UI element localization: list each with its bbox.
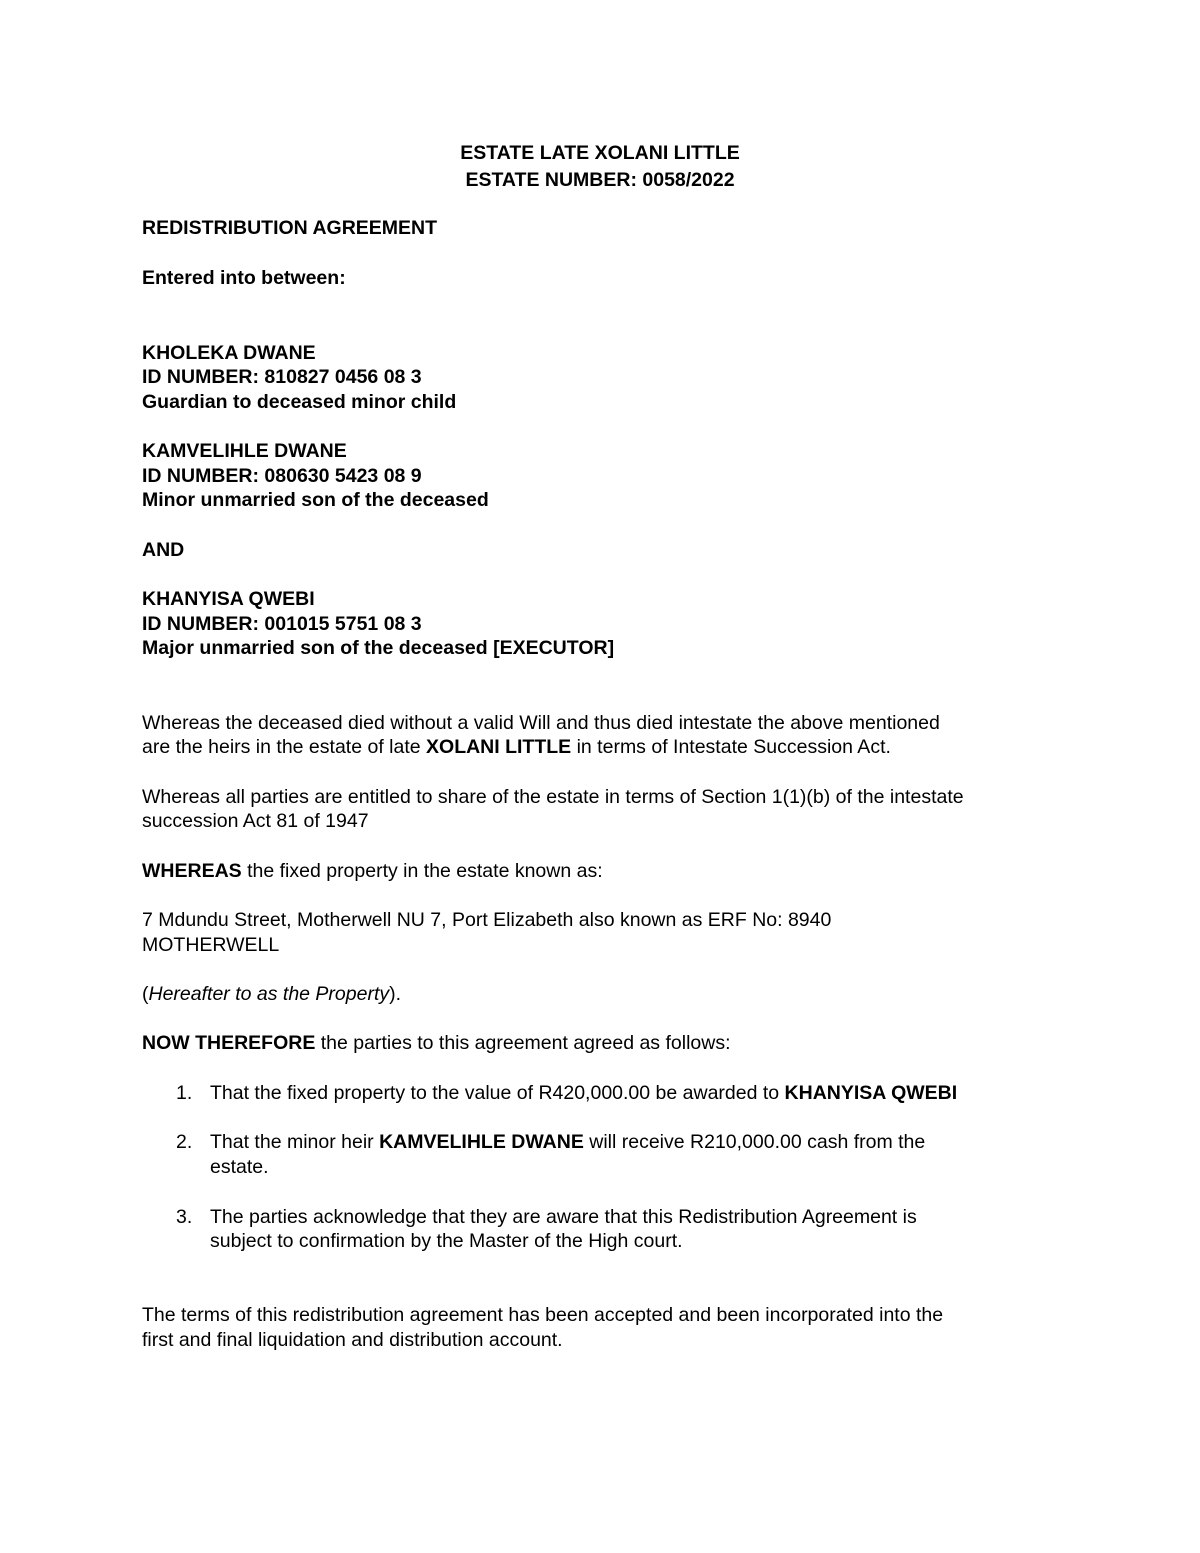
- list-number: 1.: [176, 1082, 193, 1104]
- hereafter-note: [142, 982, 401, 1006]
- party-2-id: ID NUMBER: 080630 5423 08 9: [142, 465, 422, 487]
- party-3-role: Major unmarried son of the deceased [EXECUTOR]: [142, 637, 615, 659]
- item-2-bold: KAMVELIHLE DWANE: [379, 1131, 584, 1153]
- entered-into-label: Entered into between:: [142, 267, 346, 289]
- item-2-line2: estate.: [210, 1156, 269, 1178]
- item-3-line2: subject to confirmation by the Master of the High court.: [210, 1230, 683, 1252]
- deceased-name: XOLANI LITTLE: [426, 736, 572, 758]
- party-1-name: KHOLEKA DWANE: [142, 342, 316, 364]
- party-3-name: KHANYISA QWEBI: [142, 588, 315, 610]
- para2-line2: succession Act 81 of 1947: [142, 810, 369, 832]
- closing-line1: The terms of this redistribution agreement has been accepted and been incorporated into the: [142, 1304, 944, 1326]
- address-line1: 7 Mdundu Street, Motherwell NU 7, Port Elizabeth also known as ERF No: 8940: [142, 909, 832, 931]
- party-2-role: Minor unmarried son of the deceased: [142, 489, 489, 511]
- item-3-line1: The parties acknowledge that they are aware that this Redistribution Agreement is: [210, 1206, 917, 1228]
- now-therefore: [142, 1031, 731, 1055]
- item-1-bold: KHANYISA QWEBI: [784, 1082, 958, 1104]
- estate-number: ESTATE NUMBER: 0058/2022: [465, 169, 735, 191]
- item-2-text-end: will receive R210,000.00 cash from the: [583, 1131, 926, 1153]
- paren-open: (: [142, 983, 149, 1005]
- item-1-text: That the fixed property to the value of R420,000.00 be awarded to: [210, 1082, 785, 1104]
- hereafter-italic: Hereafter to as the Property: [148, 983, 390, 1005]
- list-number: 3.: [176, 1206, 193, 1228]
- and-label: AND: [142, 539, 185, 561]
- party-1-role: Guardian to deceased minor child: [142, 391, 457, 413]
- estate-title: ESTATE LATE XOLANI LITTLE: [460, 142, 740, 164]
- para1-line2: [142, 735, 891, 759]
- party-2-name: KAMVELIHLE DWANE: [142, 440, 347, 462]
- para1-text: are the heirs in the estate of late: [142, 736, 427, 758]
- whereas-keyword: WHEREAS: [142, 860, 242, 882]
- para1-line1: Whereas the deceased died without a valid Will and thus died intestate the above mentioned: [142, 712, 940, 734]
- address-line2: MOTHERWELL: [142, 934, 280, 956]
- party-1-id: ID NUMBER: 810827 0456 08 3: [142, 366, 422, 388]
- now-therefore-text: the parties to this agreement agreed as follows:: [315, 1032, 731, 1054]
- agreement-title: REDISTRIBUTION AGREEMENT: [142, 217, 438, 239]
- party-3-id: ID NUMBER: 001015 5751 08 3: [142, 613, 422, 635]
- list-item-text: [210, 1081, 957, 1105]
- now-therefore-keyword: NOW THEREFORE: [142, 1032, 316, 1054]
- para1-text-end: in terms of Intestate Succession Act.: [571, 736, 891, 758]
- para3-text: the fixed property in the estate known as:: [241, 860, 603, 882]
- closing-line2: first and final liquidation and distribution account.: [142, 1329, 563, 1351]
- paren-close: ).: [389, 983, 402, 1005]
- para3: [142, 859, 603, 883]
- list-number: 2.: [176, 1131, 193, 1153]
- list-item-text: [210, 1130, 925, 1154]
- item-2-text: That the minor heir: [210, 1131, 380, 1153]
- para2-line1: Whereas all parties are entitled to share of the estate in terms of Section 1(1)(b) of the intestate: [142, 786, 964, 808]
